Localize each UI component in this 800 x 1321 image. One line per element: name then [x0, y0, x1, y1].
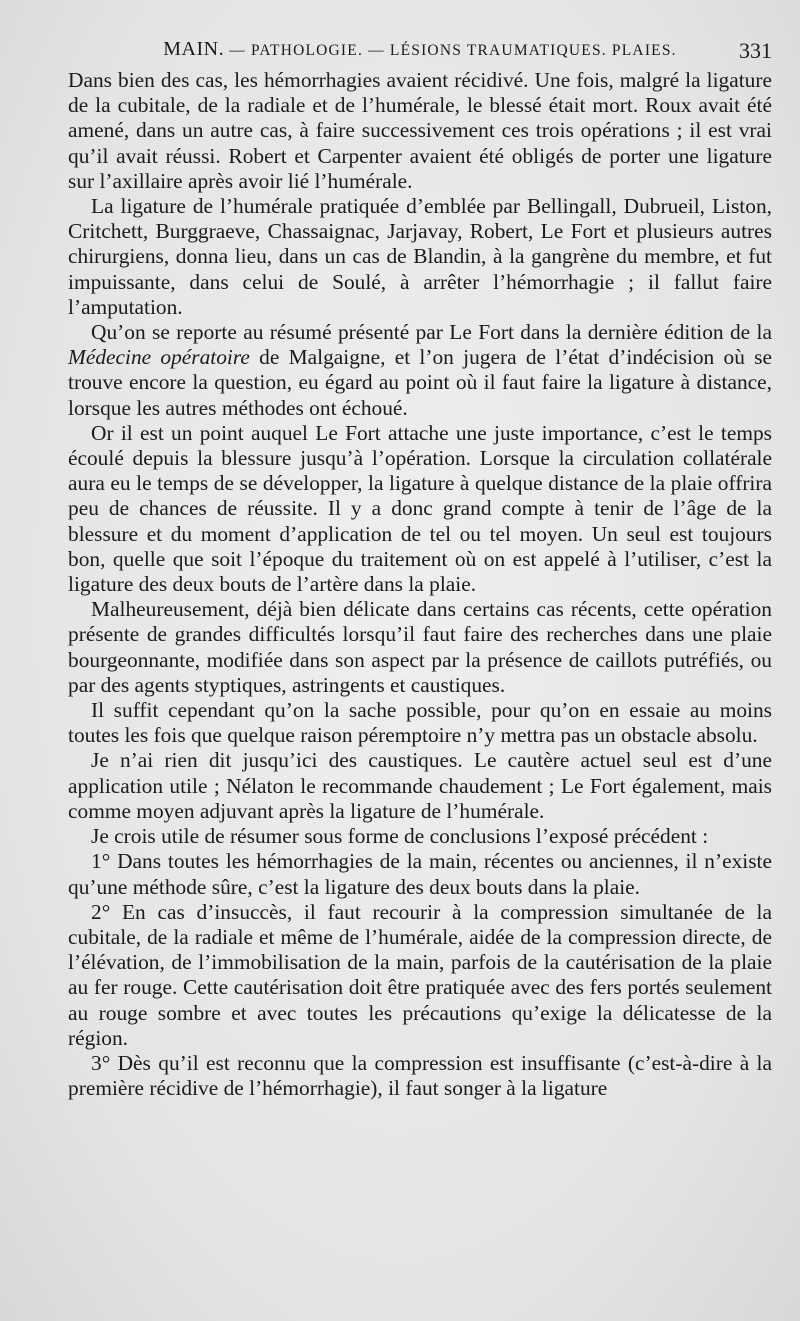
- running-head-separator: —: [224, 42, 251, 59]
- paragraph: Je n’ai rien dit jusqu’ici des caustiques. Le cautère actuel seul est d’une application utile ; Nélaton le recommande chaudement ; Le Fort également, mais comme moyen adjuvant après la ligature de l’humérale.: [68, 748, 772, 823]
- conclusion-item: 2° En cas d’insuccès, il faut recourir à la compression simultanée de la cubitale, de la radiale et même de l’humérale, aidée de la compression directe, de l’élévation, de l’immobilisation de la main, parfois de la cautérisation de la plaie au fer rouge. Cette cautérisation doit être pratiquée avec des fers portés seulement au rouge sombre et avec toutes les précautions qu’exige la délicatesse de la région.: [68, 899, 772, 1050]
- paragraph: Malheureusement, déjà bien délicate dans certains cas récents, cette opération présente de grandes difficultés lorsqu’il faut faire des recherches dans une plaie bourgeonnante, modifiée dans son aspect par la présence de caillots putréfiés, ou par des agents styptiques, astringents et caustiques.: [68, 597, 772, 697]
- conclusion-item: 3° Dès qu’il est reconnu que la compression est insuffisante (c’est-à-dire à la première récidive de l’hémorrhagie), il faut songer à la ligature: [68, 1050, 772, 1101]
- running-head: [68, 38, 772, 68]
- conclusion-item: 1° Dans toutes les hémorrhagies de la main, récentes ou anciennes, il n’existe qu’une méthode sûre, c’est la ligature des deux bouts dans la plaie.: [68, 849, 772, 899]
- paragraph: Dans bien des cas, les hémorrhagies avaient récidivé. Une fois, malgré la ligature de la cubitale, de la radiale et de l’humérale, le blessé était mort. Roux avait été amené, dans un autre cas, à faire successivement ces trois opérations ; il est vrai qu’il avait réussi. Robert et Carpenter avaient été obligés de porter une ligature sur l’axillaire après avoir lié l’humérale.: [68, 68, 772, 193]
- book-title-italic: Médecine opératoire: [68, 345, 250, 370]
- body-text: [68, 68, 772, 1101]
- running-head-separator: —: [363, 42, 390, 59]
- paragraph: Il suffit cependant qu’on la sache possible, pour qu’on en essaie au moins toutes les fois que quelque raison péremptoire n’y mettra pas un obstacle absolu.: [68, 698, 772, 748]
- paragraph-text: de Malgaigne, et l’on jugera de l’état d’indécision où se trouve encore la question, eu égard au point où il faut faire la ligature à distance, lorsque les autres méthodes ont échoué.: [68, 345, 772, 420]
- running-head-title: MAIN.: [163, 38, 225, 60]
- paragraph: Je crois utile de résumer sous forme de conclusions l’exposé précédent :: [91, 824, 709, 849]
- running-head-subsection: LÉSIONS TRAUMATIQUES. PLAIES.: [389, 42, 677, 59]
- paragraph: La ligature de l’humérale pratiquée d’emblée par Bellingall, Dubrueil, Liston, Critchett, Burggraeve, Chassaignac, Jarjavay, Robert, Le Fort et plusieurs autres chirurgiens, donna lieu, dans un cas de Blandin, à la gangrène du membre, et fut impuissante, dans celui de Soulé, à arrêter l’hémorrhagie ; il fallut faire l’amputation.: [68, 194, 772, 319]
- running-head-section: PATHOLOGIE.: [250, 42, 364, 59]
- paragraph: [68, 320, 772, 421]
- paragraph: Or il est un point auquel Le Fort attache une juste importance, c’est le temps écoulé depuis la blessure jusqu’à l’opération. Lorsque la circulation collatérale aura eu le temps de se développer, la ligature à quelque distance de la plaie offrira peu de chances de réussite. Il y a donc grand compte à tenir de l’âge de la blessure et du moment d’application de tel ou tel moyen. Un seul est toujours bon, quelle que soit l’époque du traitement où on est appelé à l’utiliser, c’est la ligature des deux bouts de l’artère dans la plaie.: [68, 420, 772, 597]
- paragraph-text: Qu’on se reporte au résumé présenté par Le Fort dans la dernière édition de la: [91, 320, 772, 345]
- page-number: 331: [739, 38, 772, 63]
